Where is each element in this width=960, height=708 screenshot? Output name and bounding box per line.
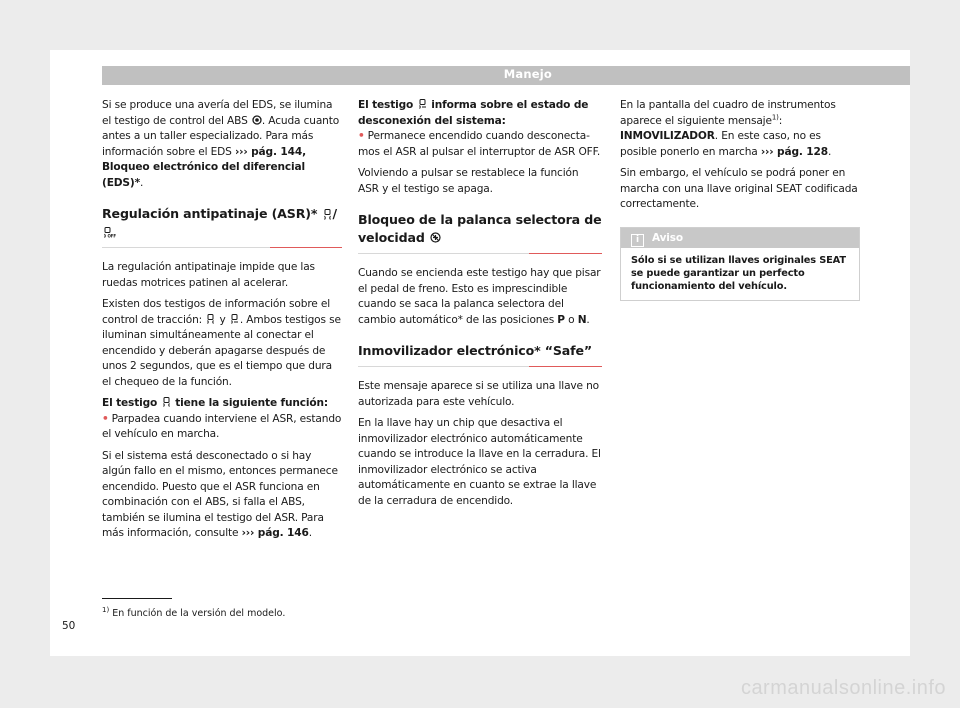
selector-lever-lock-icon <box>430 232 441 243</box>
footnote: $^{1)}$ En función de la versión del modelo. <box>102 605 286 619</box>
heading-immobilizer: Inmovilizador electrónico* “Safe” <box>358 342 602 367</box>
section-header <box>102 66 910 85</box>
section-title: Manejo <box>503 67 552 81</box>
watermark: carmanualsonline.info <box>740 677 946 699</box>
svg-text:OFF: OFF <box>107 233 116 239</box>
asr-off-icon <box>418 99 427 109</box>
paragraph-asr-lights: Existen dos testigos de información sobre el control de tracción: y . Ambos testigos se iluminan simultáneamente al conectar el encendido y deberán apagarse después de unos 2 segundos, que es el tiempo que dura el chequeo de la función. <box>102 298 341 388</box>
column-3 <box>620 98 860 301</box>
manual-page <box>50 50 910 656</box>
asr-icon <box>206 314 215 324</box>
bullet-asr-blink: • Parpadea cuando interviene el ASR, estando el vehículo en marcha. <box>102 412 342 440</box>
footnote-divider <box>102 598 172 599</box>
bullet-icon: • <box>102 412 109 425</box>
paragraph-asr-fault: Si el sistema está desconectado o si hay algún fallo en el mismo, entonces permanece encendido. Puesto que el ASR funciona en combinación con el ABS, si falla el ABS, también se ilumina el testigo del ASR. Para más información, consulte ››› pág. 146. <box>102 449 338 539</box>
asr-icon <box>162 397 171 407</box>
paragraph-original-key: Sin embargo, el vehículo se podrá poner en marcha con una llave original SEAT codificada correctamente. <box>620 167 858 210</box>
notice-header: i Aviso <box>621 228 859 248</box>
bullet-icon: • <box>358 130 365 142</box>
paragraph-brake-pedal: Cuando se encienda este testigo hay que pisar el pedal de freno. Esto es imprescindible cuando se saca la palanca selectora del cambio automático* de las posiciones P o N. <box>358 267 601 326</box>
paragraph-key-chip: En la llave hay un chip que desactiva el inmovilizador electrónico automáticamente cuando se introduce la llave en la cerradura. El inmovilizador electrónico se activa automáticamente en cuanto se extrae la llave de la cerradura de encendido. <box>358 417 601 507</box>
abs-warning-icon <box>252 115 261 125</box>
column-1 <box>102 98 342 548</box>
asr-off-icon <box>103 227 116 239</box>
link-page-146[interactable]: ››› pág. 146 <box>241 527 309 539</box>
paragraph-immobilizer-message: En la pantalla del cuadro de instrumentos aparece el siguiente mensaje$^{1)}$: INMOVILIZADOR. En este caso, no es posible ponerlo en marcha ››› pág. 128. <box>620 99 836 158</box>
notice-box <box>620 227 860 302</box>
paragraph-asr-off-status: El testigo informa sobre el estado de desconexión del sistema: <box>358 99 589 127</box>
notice-body: Sólo si se utilizan llaves originales SEAT se puede garantizar un perfecto funcionamiento del vehículo. <box>631 254 846 292</box>
page-number: 50 <box>62 620 76 632</box>
column-2 <box>358 98 602 515</box>
paragraph-unauthorized-key: Este mensaje aparece si se utiliza una llave no autorizada para este vehículo. <box>358 380 600 408</box>
paragraph-eds: Si se produce una avería del EDS, se ilumina el testigo de control del ABS . Acuda cuanto antes a un taller especializado. Para más información sobre el EDS ››› pág. 144, Bloqueo electrónico del diferencial (EDS)*. <box>102 99 340 189</box>
heading-selector-lock: Bloqueo de la palanca selectora de velocidad <box>358 211 602 254</box>
asr-off-icon <box>230 314 239 324</box>
bullet-asr-off: • Permanece encendido cuando desconectamos el ASR al pulsar el interruptor de ASR OFF. <box>358 130 601 158</box>
link-page-128[interactable]: ››› pág. 128 <box>760 145 828 158</box>
heading-asr: Regulación antipatinaje (ASR)* / OFF <box>102 205 342 248</box>
paragraph-asr-intro: La regulación antipatinaje impide que las ruedas motrices patinen al acelerar. <box>102 261 315 289</box>
paragraph-asr-restore: Volviendo a pulsar se restablece la función ASR y el testigo se apaga. <box>358 167 579 195</box>
asr-icon <box>323 209 332 219</box>
link-eds[interactable]: ››› pág. 144, Bloqueo electrónico del diferencial (EDS)* <box>102 145 306 189</box>
info-icon: i <box>631 234 644 247</box>
paragraph-asr-function: El testigo tiene la siguiente función: <box>102 397 328 409</box>
